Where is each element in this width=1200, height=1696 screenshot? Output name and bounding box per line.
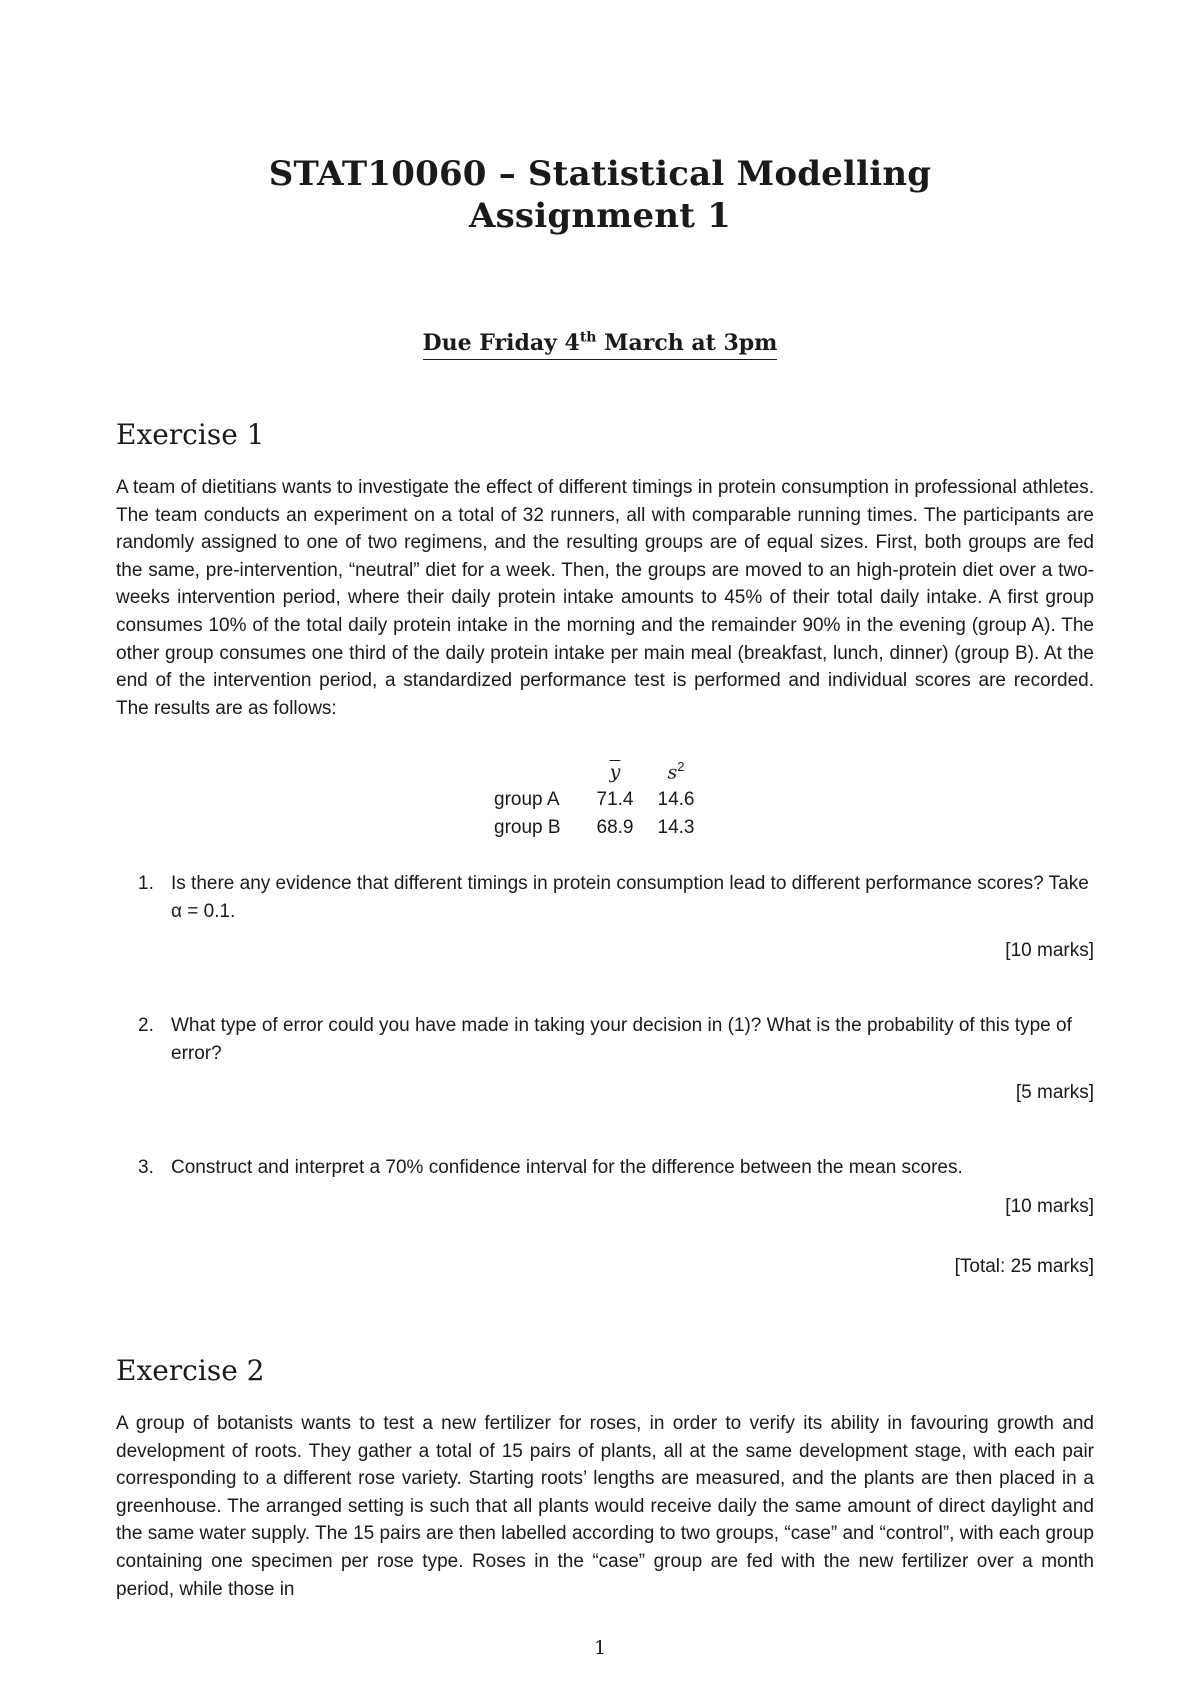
table-row xyxy=(494,814,706,842)
table-header-row xyxy=(494,758,706,786)
mean-column-header xyxy=(584,758,646,786)
row-variance: 14.3 xyxy=(657,817,695,838)
exercise-2-heading: Exercise 2 xyxy=(116,1354,265,1387)
question-text: Construct and interpret a 70% confidence interval for the difference between the mean scores. xyxy=(171,1157,963,1178)
question-3 xyxy=(138,1154,1094,1184)
due-date-superscript: th xyxy=(579,330,597,346)
exercise-2-paragraph: A group of botanists wants to test a new fertilizer for roses, in order to verify its ability in favouring growth and development of roots. They gather a total of 15 pairs of plants, all at the same development stage, with each pair corresponding to a different rose variety. Starting roots’ lengths are measured, and the plants are then placed in a greenhouse. The arranged setting is such that all plants would receive daily the same amount of direct daylight and the same water supply. The 15 pairs are then labelled according to two groups, “case” and “control”, with each group containing one specimen per rose type. Roses in the “case” group are fed with the new fertilizer over a month period, while those in xyxy=(116,1413,1094,1600)
question-1 xyxy=(138,870,1094,930)
variance-superscript: 2 xyxy=(677,759,685,775)
results-table xyxy=(494,758,706,842)
page-number: 1 xyxy=(593,1637,607,1659)
question-number: 1. xyxy=(138,873,154,894)
due-date-prefix: Due Friday 4 xyxy=(422,330,580,357)
exercise-1-paragraph: A team of dietitians wants to investigate the effect of different timings in protein consumption in professional athletes. The team conducts an experiment on a total of 32 runners, all with comparable running times. The participants are randomly assigned to one of two regimens, and the resulting groups are of equal sizes. First, both groups are fed the same, pre-intervention, “neutral” diet for a week. Then, the groups are moved to an high-protein diet over a two-weeks intervention period, where their daily protein intake amounts to 45% of their total daily intake. A first group consumes 10% of the total daily protein intake in the morning and the remainder 90% in the evening (group A). The other group consumes one third of the daily protein intake per main meal (breakfast, lunch, dinner) (group B). At the end of the intervention period, a standardized performance test is performed and individual scores are recorded. The results are as follows: xyxy=(116,477,1094,719)
question-number: 3. xyxy=(138,1157,154,1178)
question-1-marks: [10 marks] xyxy=(1005,940,1094,961)
question-text: Is there any evidence that different timings in protein consumption lead to different performance scores? Take α = 0.1. xyxy=(171,873,1089,922)
table-row xyxy=(494,786,706,814)
question-2 xyxy=(138,1012,1094,1072)
due-date-suffix: March at 3pm xyxy=(596,330,778,357)
row-mean: 71.4 xyxy=(596,789,634,810)
row-label: group B xyxy=(494,817,561,838)
question-text: What type of error could you have made in taking your decision in (1)? What is the probability of this type of error? xyxy=(171,1015,1072,1064)
variance-column-header xyxy=(646,758,706,786)
row-variance: 14.6 xyxy=(657,789,695,810)
document-subtitle: Assignment 1 xyxy=(469,196,731,236)
variance-symbol: s xyxy=(667,761,678,784)
question-number: 2. xyxy=(138,1015,154,1036)
question-3-marks: [10 marks] xyxy=(1005,1196,1094,1217)
row-label: group A xyxy=(494,789,560,810)
document-title: STAT10060 – Statistical Modelling xyxy=(268,154,932,194)
question-2-marks: [5 marks] xyxy=(1015,1082,1094,1103)
due-date xyxy=(0,330,1200,356)
exercise-1-heading: Exercise 1 xyxy=(116,418,265,451)
exercise-1-total: [Total: 25 marks] xyxy=(954,1256,1094,1277)
mean-symbol: $\overline{y}$ xyxy=(609,760,621,783)
row-mean: 68.9 xyxy=(596,817,634,838)
